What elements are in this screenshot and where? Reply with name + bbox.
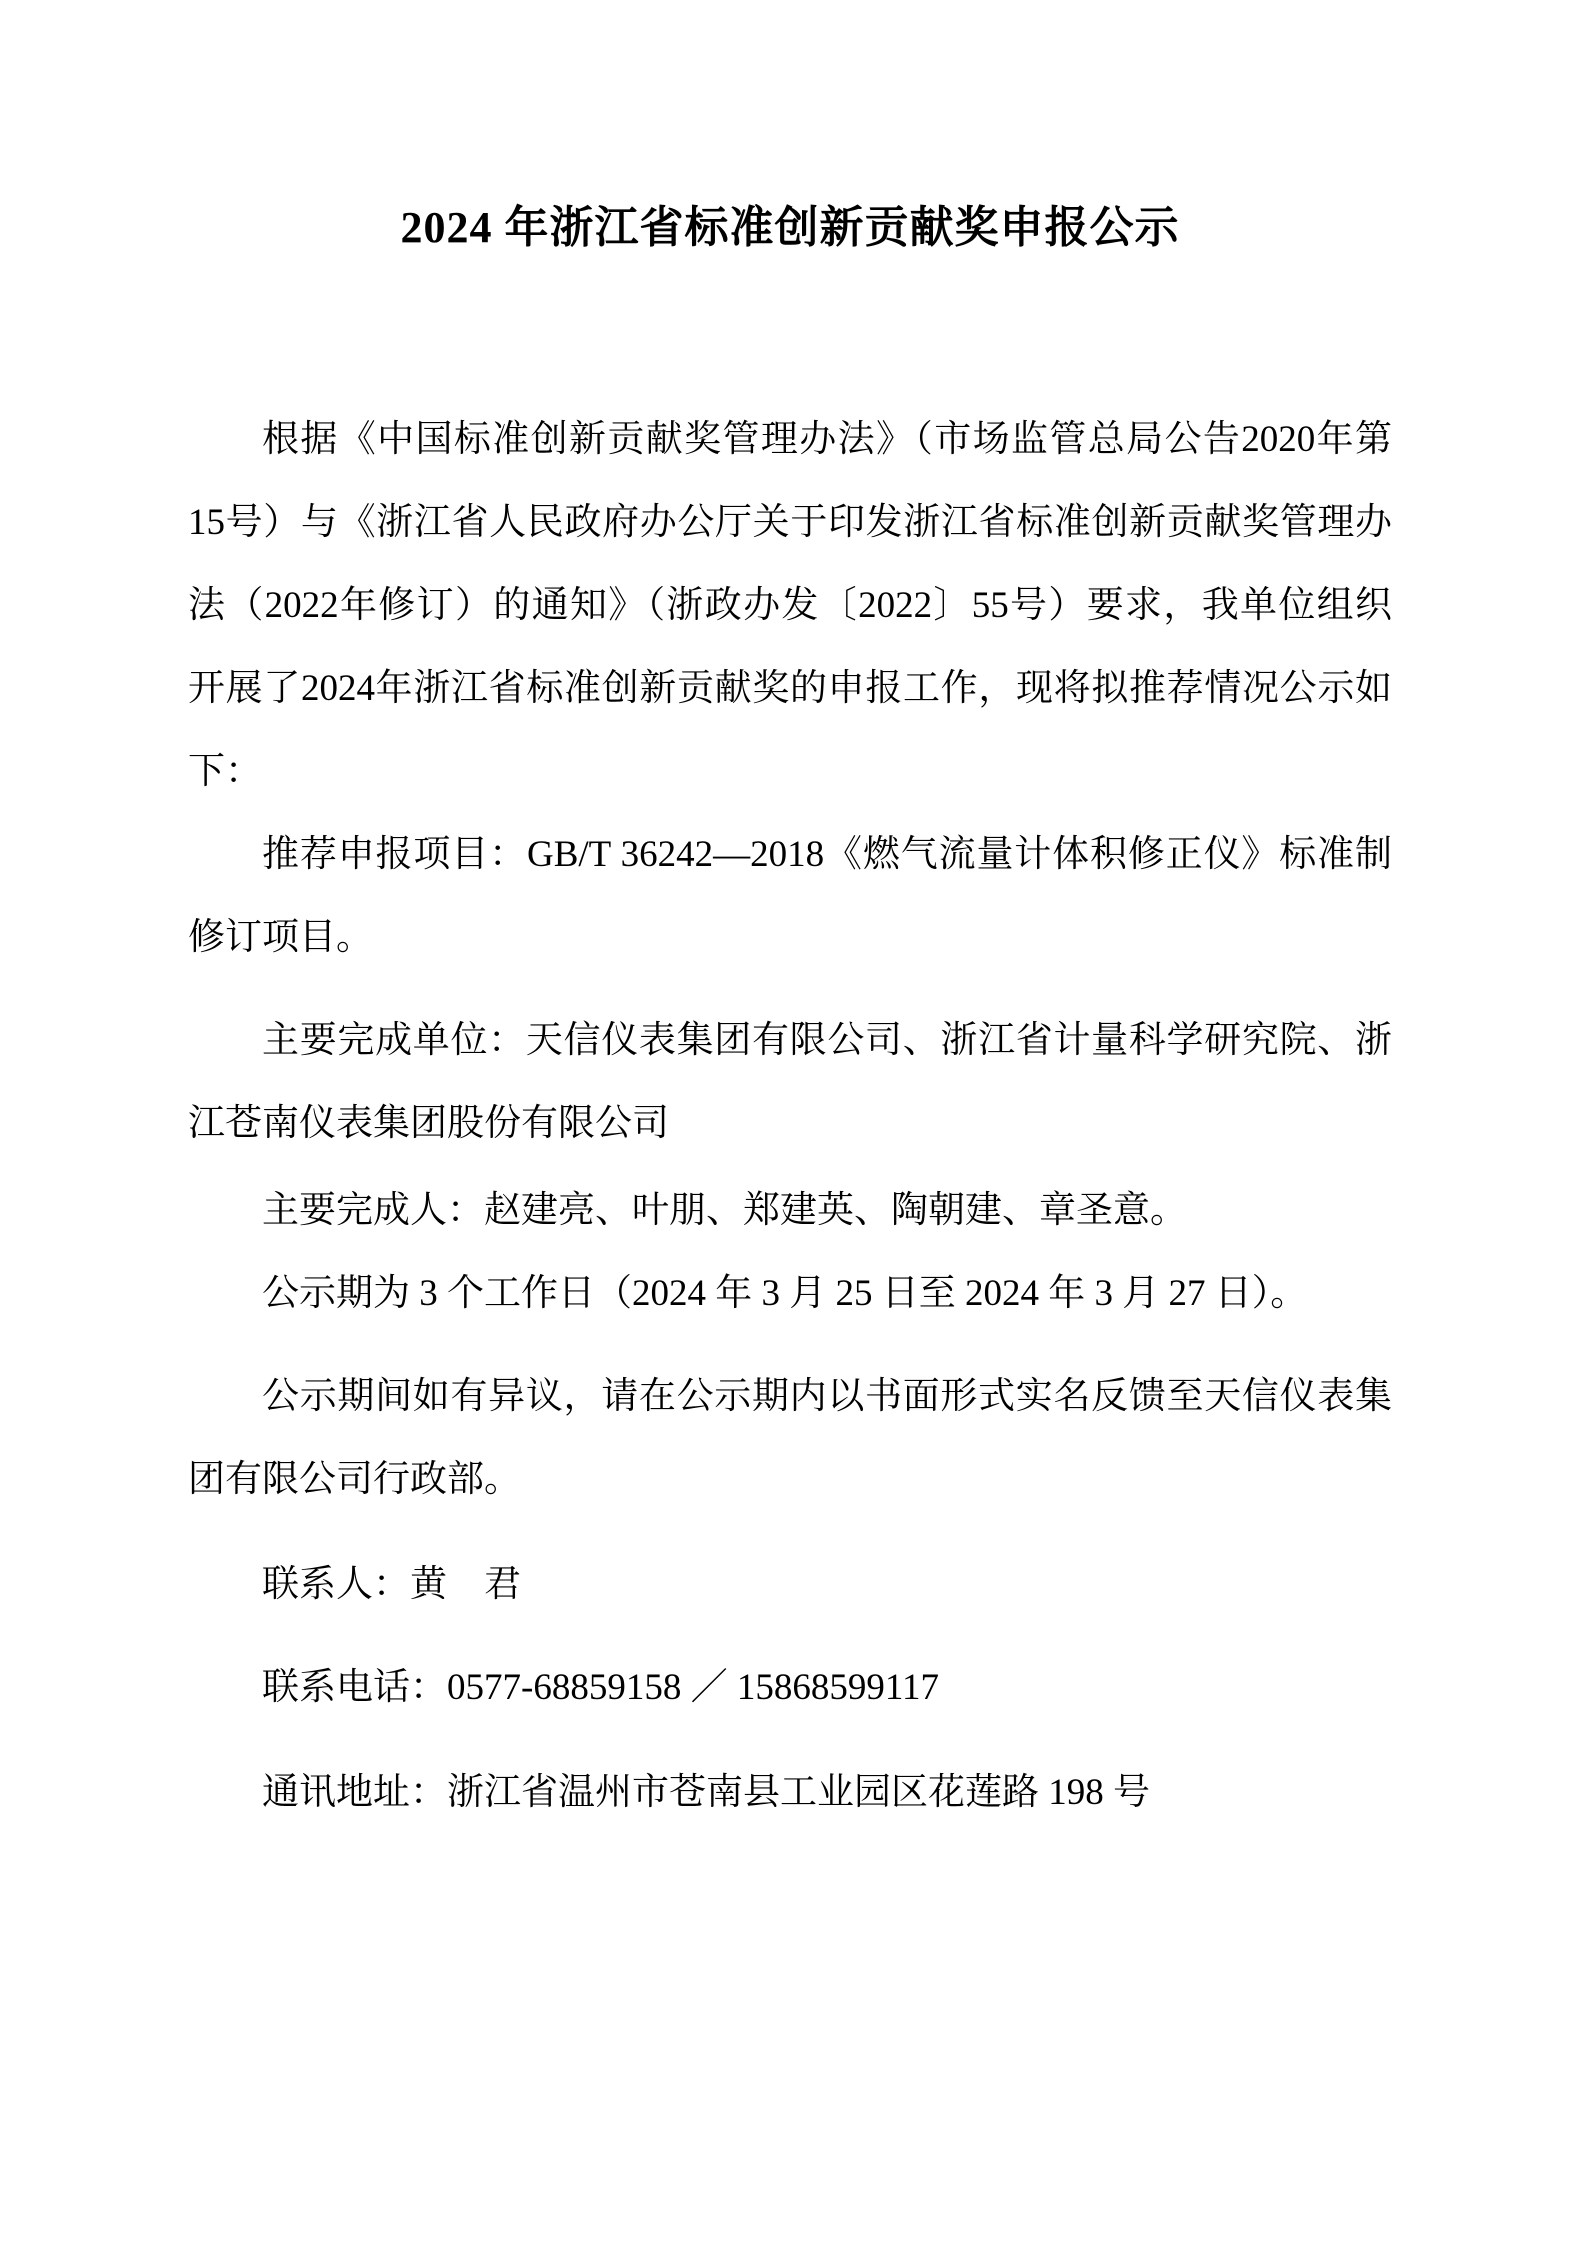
paragraph-line: 主要完成单位：天信仪表集团有限公司、浙江省计量科学研究院、浙	[262, 1020, 1392, 1061]
paragraph-line: 法（2022年修订）的通知》（浙政办发〔2022〕55号）要求，我单位组织	[188, 585, 1392, 626]
document-title: 2024 年浙江省标准创新贡献奖申报公示	[400, 203, 1180, 252]
paragraph-line: 主要完成人：赵建亮、叶朋、郑建英、陶朝建、章圣意。	[262, 1190, 1187, 1231]
paragraph-line: 联系电话：0577-68859158 ／ 15868599117	[262, 1667, 939, 1708]
paragraph-line: 修订项目。	[188, 917, 373, 958]
paragraph-line: 15号）与《浙江省人民政府办公厅关于印发浙江省标准创新贡献奖管理办	[188, 502, 1392, 543]
paragraph-line: 公示期为 3 个工作日（2024 年 3 月 25 日至 2024 年 3 月 27 日）。	[262, 1273, 1308, 1314]
paragraph-line: 下：	[188, 751, 262, 792]
paragraph-people	[188, 1169, 1392, 1252]
paragraph-line: 公示期间如有异议，请在公示期内以书面形式实名反馈至天信仪表集	[262, 1376, 1392, 1417]
paragraph-line: 团有限公司行政部。	[188, 1459, 521, 1500]
paragraph-contact-phone	[188, 1646, 1392, 1729]
paragraph-line: 通讯地址：浙江省温州市苍南县工业园区花莲路 198 号	[262, 1772, 1150, 1813]
paragraph-line: 开展了2024年浙江省标准创新贡献奖的申报工作，现将拟推荐情况公示如	[188, 668, 1392, 709]
paragraph-period	[188, 1252, 1392, 1335]
paragraph-line: 根据《中国标准创新贡献奖管理办法》（市场监管总局公告2020年第	[262, 419, 1392, 460]
paragraph-units	[188, 999, 1392, 1165]
paragraph-intro	[188, 398, 1392, 813]
paragraph-line: 联系人：黄 君	[262, 1564, 521, 1605]
paragraph-address	[188, 1751, 1392, 1834]
paragraph-line: 江苍南仪表集团股份有限公司	[188, 1103, 669, 1144]
paragraph-contact-person	[188, 1543, 1392, 1626]
paragraph-objection	[188, 1355, 1392, 1521]
paragraph-line: 推荐申报项目：GB/T 36242—2018《燃气流量计体积修正仪》标准制	[262, 834, 1392, 875]
paragraph-project	[188, 813, 1392, 979]
